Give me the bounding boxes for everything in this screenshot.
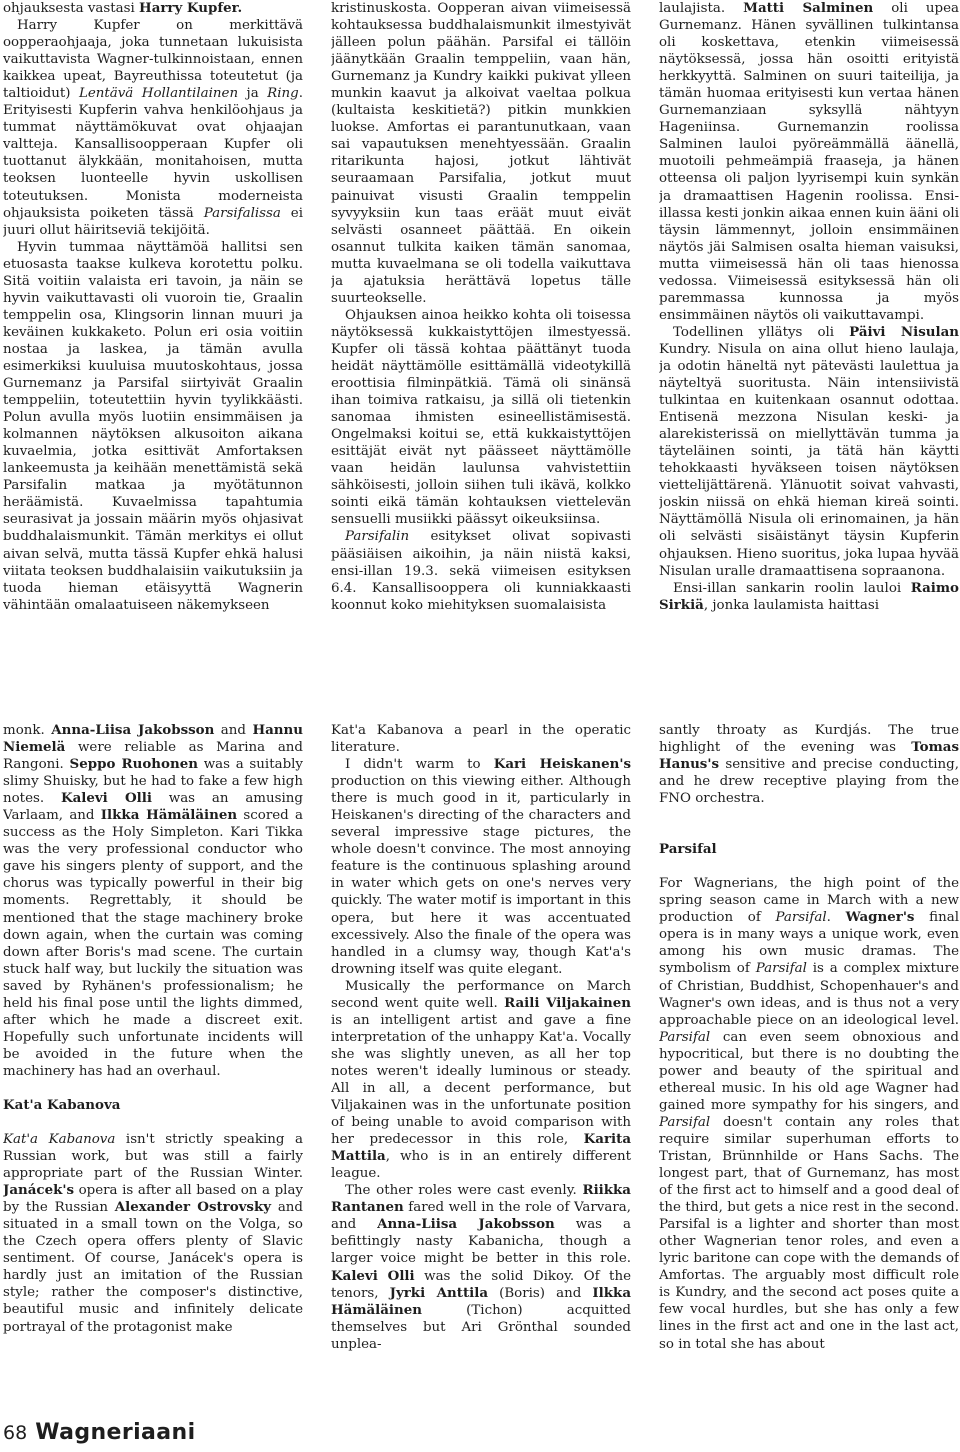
page-number: 68 <box>3 1422 28 1444</box>
text-run: were reliable as Marina and Rangoni. <box>3 740 303 773</box>
english-col3-part-a <box>659 722 959 807</box>
text-run: Ensi-illan sankarin roolin lauloi <box>673 580 911 596</box>
text-run: laulajista. <box>659 1 744 16</box>
bold-name: Päivi Nisulan <box>849 323 959 340</box>
bold-name: Hannu Niemelä <box>3 722 303 756</box>
bold-name: Raili Viljakainen <box>504 994 631 1011</box>
finnish-column-3 <box>659 0 959 696</box>
text-run: ja <box>238 86 268 102</box>
bold-name: Kalevi Olli <box>60 790 152 807</box>
text-run: , who is in an entirely different league. <box>331 1149 631 1182</box>
text-run: opera is after all based on a play by the Russian <box>3 1183 303 1216</box>
italic-title: Ring <box>267 86 299 102</box>
text-run: The other roles were cast evenly. <box>345 1183 583 1199</box>
section-heading-parsifal: Parsifal <box>659 841 717 858</box>
finnish-column-1 <box>3 0 303 696</box>
text-run: is a complex mixture of Christian, Buddhist, Schopenhauer's and Wagner's own ideas, and is thus not a very approachable piece on an ideological level. <box>659 961 959 1028</box>
magazine-brand-logo: Wagneriaani <box>35 1420 196 1445</box>
bold-name: Kari Heiskanen's <box>493 756 631 773</box>
text-run: production on this viewing either. Although there is much good in it, particularly in Heiskanen's directing of the characters and several impressive stage pictures, the whole doesn't convince. The most annoying feature is the continuous splashing around in water which gets on one's nerves very quickly. The water motif is important in this opera, but here it was accentuated excessively. Also the finale of the opera was handled in a clumsy way, though Kat'a's drowning itself was quite elegant. <box>331 774 631 977</box>
paragraph <box>659 722 959 807</box>
paragraph <box>659 580 959 614</box>
paragraph <box>3 0 303 17</box>
bold-name: Tomas Hanus's <box>659 739 959 773</box>
text-run: can even seem obnoxious and hypocritical, but there is no doubting the power and beauty of the spiritual and ethereal music. In his old age Wagner had gained more sympathy for his singers, and <box>659 1029 959 1113</box>
text-run: Todellinen yllätys oli <box>673 324 850 340</box>
text-run: Kundry. Nisula on aina ollut hieno laulaja, ja odotin häneltä nyt pätevästi laulettua ja näyteltyä suoritusta. Näin intensiivistä tulkintaa en kuitenkaan osannut odottaa. Entisenä mezzona Nisulan keski- ja alarekisterissä on miellyttävän tumma ja täyteläinen sointi, ja tätä hän käytti tehokkaasti hyväkseen toisen näytöksen viettelijättärenä. Ylänuotit soivat vahvasti, joskin niissä on ehkä hieman kireä sointi. Näyttämöllä Nisula oli erinomainen, ja hän oli selvästi sisäistänyt täysin Kupferin ohjauksen. Hieno suoritus, joka lupaa hyvää Nisulan uralle dramaattisena sopraanona. <box>659 341 959 579</box>
english-col1-part-a <box>3 722 303 1080</box>
english-col3-part-b <box>659 875 959 1352</box>
bold-name: Karita Mattila <box>331 1131 631 1165</box>
text-run: is an intelligent artist and gave a fine interpretation of the unhappy Kat'a. Vocally she was slightly uneven, as all her top notes weren't ideally luminous or steady. All in all, a decent performance, but Viljakainen was in the unfortunate position of being unable to avoid comparison with her predecessor in this role, <box>331 1012 631 1148</box>
italic-title: Parsifal <box>755 961 807 977</box>
text-run: I didn't warm to <box>345 757 494 773</box>
bold-name: Raimo Sirkiä <box>659 579 959 613</box>
text-run: (Boris) and <box>488 1285 593 1301</box>
paragraph <box>331 978 631 1183</box>
text-run: Harry Kupfer on merkittävä oopperaohjaaja, joka tunnetaan lukuisista vaikuttavista Wagner-tulkinnoistaan, ennen kaikkea upeat, Bayreuthissa toteutetut (ja taltioidut) <box>3 18 303 102</box>
text-run: final opera is in many ways a unique work, even among his own music dramas. The symbolism of <box>659 910 959 977</box>
paragraph <box>659 0 959 324</box>
bold-name: Ilkka Hämäläinen <box>331 1284 631 1318</box>
text-run: monk. <box>3 723 52 738</box>
bold-name: Ilkka Hämäläinen <box>100 807 238 824</box>
text-run: . <box>826 910 846 926</box>
bold-name: Janácek's <box>3 1182 75 1199</box>
text-run: fared well in the role of Varvara, and <box>331 1200 631 1233</box>
text-run: was a suitably slimy Shuisky, but he had to fake a few high notes. <box>3 757 303 807</box>
text-run: and <box>214 723 253 738</box>
english-column-3 <box>659 722 959 1412</box>
text-run: doesn't contain any roles that require similar superhuman efforts to Tristan, Brünnhilde or Hans Sachs. The longest part, that of Gurnemanz, has most of the first act to himself and a good deal of the third, but gets a nice rest in the second. Parsifal is a lighter and shorter than most other Wagnerian tenor roles, and even a lyric baritone can cope with the demands of Amfortas. The arguably most difficult role is Kundry, and the second act poses quite a few vocal hurdles, but she has only a few lines in the first act and one in the last act, so in total she has about <box>659 1114 959 1352</box>
bold-name: Seppo Ruohonen <box>69 756 198 773</box>
italic-title: Lentävä Hollantilainen <box>78 86 239 102</box>
text-run: was an amusing Varlaam, and <box>3 791 303 824</box>
text-run: . Erityisesti Kupferin vahva henkilöohjaus ja tummat näyttämökuvat ovat ohjaajan valtteja. Kansallisoopperaan Kupfer oli tuottanut älykkään, monitahoisen, mutta teoksen luonteelle hyvin uskollisen toteutuksen. Monista moderneista ohjauksista poiketen tässä <box>3 86 303 221</box>
italic-title: Parsifal <box>659 1114 711 1130</box>
paragraph <box>331 0 631 307</box>
text-run: (Tichon) acquitted themselves but Ari Grönthal sounded unplea- <box>331 1302 631 1352</box>
paragraph <box>331 756 631 978</box>
paragraph <box>3 239 303 614</box>
text-run: ohjauksesta vastasi <box>3 1 140 16</box>
bold-name: Anna-Liisa Jakobsson <box>51 722 215 738</box>
italic-title: Kat'a Kabanova <box>3 1131 116 1147</box>
text-run: scored a success as the Holy Simpleton. Kari Tikka was the very professional conductor who gave his singers plenty of support, and the chorus was typically powerful in their big moments. Regrettably, it should be mentioned that the stage machinery broke down again, when the curtain was coming down after Boris's mad scene. The curtain stuck half way, but luckily the situation was saved by Ryhänen's professionalism; he held his final pose until the lights dimmed, after which he made a discreet exit. Hopefully such unfortunate incidents will be avoided in the future when the machinery has had an overhaul. <box>3 808 303 1079</box>
paragraph <box>331 1182 631 1352</box>
text-run: sensitive and precise conducting, and he drew receptive playing from the FNO orchestra. <box>659 757 959 807</box>
bold-name: Wagner's <box>845 909 915 926</box>
text-run: isn't strictly speaking a Russian work, but was still a fairly appropriate part of the Russian Winter. <box>3 1131 303 1182</box>
bold-name: Riikka Rantanen <box>331 1182 631 1216</box>
text-run: was a befittingly nasty Kabanicha, though a larger voice might be better in this role. <box>331 1217 631 1267</box>
text-run: was the solid Dikoy. Of the tenors, <box>331 1268 631 1301</box>
text-run: esitykset olivat sopivasti pääsiäisen aikoihin, ja näin niistä kaksi, ensi-illan 19.3. sekä viimeisen esityksen 6.4. Kansallisooppera oli kunniakkaasti koonnut koko miehityksen suomalaisista <box>331 529 631 613</box>
text-run: Musically the performance on March second went quite well. <box>331 978 631 1011</box>
english-column-1 <box>3 722 303 1412</box>
paragraph <box>659 875 959 1352</box>
bold-name: Harry Kupfer. <box>139 0 243 16</box>
bold-name: Anna-Liisa Jakobsson <box>377 1216 555 1233</box>
text-run: , jonka laulamista haittasi <box>703 597 879 613</box>
text-run: oli upea Gurnemanz. Hänen syvällinen tulkintansa oli koskettava, etenkin viimeisessä näytöksessä, jossa hän osoitti erityistä herkkyyttä. Salminen on suuri taiteilija, ja tämän huomaa erityisesti kun vertaa hänen Gurnemanziaan syksyllä nähtyyn Hageniinsa. Gurnemanzin roolissa Salminen lauloi pyöreämmällä äänellä, muotoili pehmeämpiä fraaseja, ja hänen otteensa oli paljon lyyrisempi kuin synkän ja dramaattisen Hagenin roolissa. Ensi-illassa kesti jonkin aikaa ennen kuin ääni oli täysin lämmennyt, jolloin ensimmäinen näytös jäi Salmisen osalta hieman vaisuksi, mutta viimeisessä hän oli taas hienossa vedossa. Viimeisessä esityksessä hän oli paremmassa kunnossa ja myös ensimmäinen näytös oli vaikuttavampi. <box>659 1 959 323</box>
bold-name: Alexander Ostrovsky <box>114 1199 272 1216</box>
page-footer <box>3 1420 196 1450</box>
text-run: and situated in a small town on the Volga, so the Czech opera offers plenty of Slavic sentiment. Of course, Janácek's opera is hardly just an imitation of the Russian style; rather the composer's distinctive, beautiful music and infinitely delicate portrayal of the protagonist make <box>3 1200 303 1335</box>
text-run: santly throaty as Kurdjás. The true highlight of the evening was <box>659 723 959 756</box>
text-run: kristinuskosta. Oopperan aivan viimeisessä kohtauksessa buddhalaismunkit ilmestyivät jälleen polun päähän. Parsifal ei tällöin jäänytkään Graalin temppeliin, vaan hän, Gurnemanz ja Kundry kaikki pukivat ylleen munkin kaavut ja alkoivat vaeltaa polkua (kultaista keskitietä?) pitkin munkkien luokse. Amfortas ei parantunutkaan, vaan sai vapautuksen menehtyessään. Graalin ritarikunta hajosi, jotkut lähtivät seuraamaan Parsifalia, jotkut muut painuivat visusti Graalin temppelin syvyyksiin kun taas eräät muut eivät selvästi osanneet päättää. En oikein osannut tulkita kaiken tämän sanomaa, mutta kuvaelmana se oli todella vaikuttava ja ajatuksia herättävä lopetus tälle suurteokselle. <box>331 1 631 306</box>
bold-name: Matti Salminen <box>743 0 874 16</box>
italic-title: Parsifalin <box>345 529 410 545</box>
text-run: ei juuri ollut häiritseviä tekijöitä. <box>3 205 303 238</box>
text-run: For Wagnerians, the high point of the spring season came in March with a new production of <box>659 876 959 926</box>
finnish-column-2 <box>331 0 631 696</box>
italic-title: Parsifal <box>659 1029 711 1045</box>
paragraph <box>659 324 959 580</box>
paragraph <box>331 307 631 529</box>
text-run: Ohjauksen ainoa heikko kohta oli toisessa näytöksessä kukkaistyttöjen ilmestyessä. Kupfer oli tässä kohtaa päättänyt tuoda heidät näyttämölle esittämällä videotykillä eroottisia filminpätkiä. Tämä oli sinänsä ihan toimiva ratkaisu, ja sillä oli tietenkin sanomaa ihmisten esineellistämisestä. Ongelmaksi koitui se, että kukkaistyttöjen esittäjät eivät nyt päässeet näyttämölle vaan heidän laulunsa vahvistettiin sähköisesti, jolloin siihen tuli ikävä, kolkko sointi eikä tämän kohtauksen viettelevän sensuelli musiikki päässyt oikeuksiinsa. <box>331 307 631 528</box>
text-run: Hyvin tummaa näyttämöä hallitsi sen etuosasta taakse kulkeva korotettu polku. Sitä voitiin valaista eri tavoin, ja näin se hyvin vaikuttavasti oli vuoroin tie, Graalin temppelin osa, Klingsorin linnan muuri ja keväinen kukkaketo. Polun eri osia voitiin nostaa ja laskea, ja tämän avulla esimerkiksi kuuluisa muutoskohtaus, jossa Gurnemanz ja Parsifal siirtyivät Graalin temppeliin, toteutettiin hyvin tyylikkäästi. Polun avulla myös luotiin ensimmäisen ja kolmannen näytöksen alkusoiton aikana kuvaelmia, jotka esittivät Amfortaksen lankeemusta ja keihään menettämistä sekä Parsifalin matkaa ja myötätunnon heräämistä. Kuvaelmissa tapahtumia seurasivat ja jossain määrin myös ohjasivat buddhalaismunkit. Tämän merkitys ei ollut aivan selvä, mutta tässä Kupfer ehkä halusi viitata teoksen buddhalaisiin vaikutuksiin ja tuoda hieman etäisyyttä Wagnerin vähintään omalaatuiseen näkemykseen <box>3 239 303 613</box>
italic-title: Parsifalissa <box>203 205 281 221</box>
english-column-2 <box>331 722 631 1412</box>
bold-name: Kalevi Olli <box>331 1267 415 1284</box>
paragraph <box>3 1131 303 1336</box>
paragraph <box>331 722 631 756</box>
paragraph <box>331 528 631 613</box>
text-run: Kat'a Kabanova a pearl in the operatic literature. <box>331 723 631 756</box>
bold-name: Jyrki Anttila <box>389 1284 489 1301</box>
paragraph <box>3 17 303 239</box>
italic-title: Parsifal <box>775 910 827 926</box>
english-col1-part-b <box>3 1131 303 1336</box>
paragraph <box>3 722 303 1080</box>
section-heading-katya-kabanova: Kat'a Kabanova <box>3 1096 121 1113</box>
